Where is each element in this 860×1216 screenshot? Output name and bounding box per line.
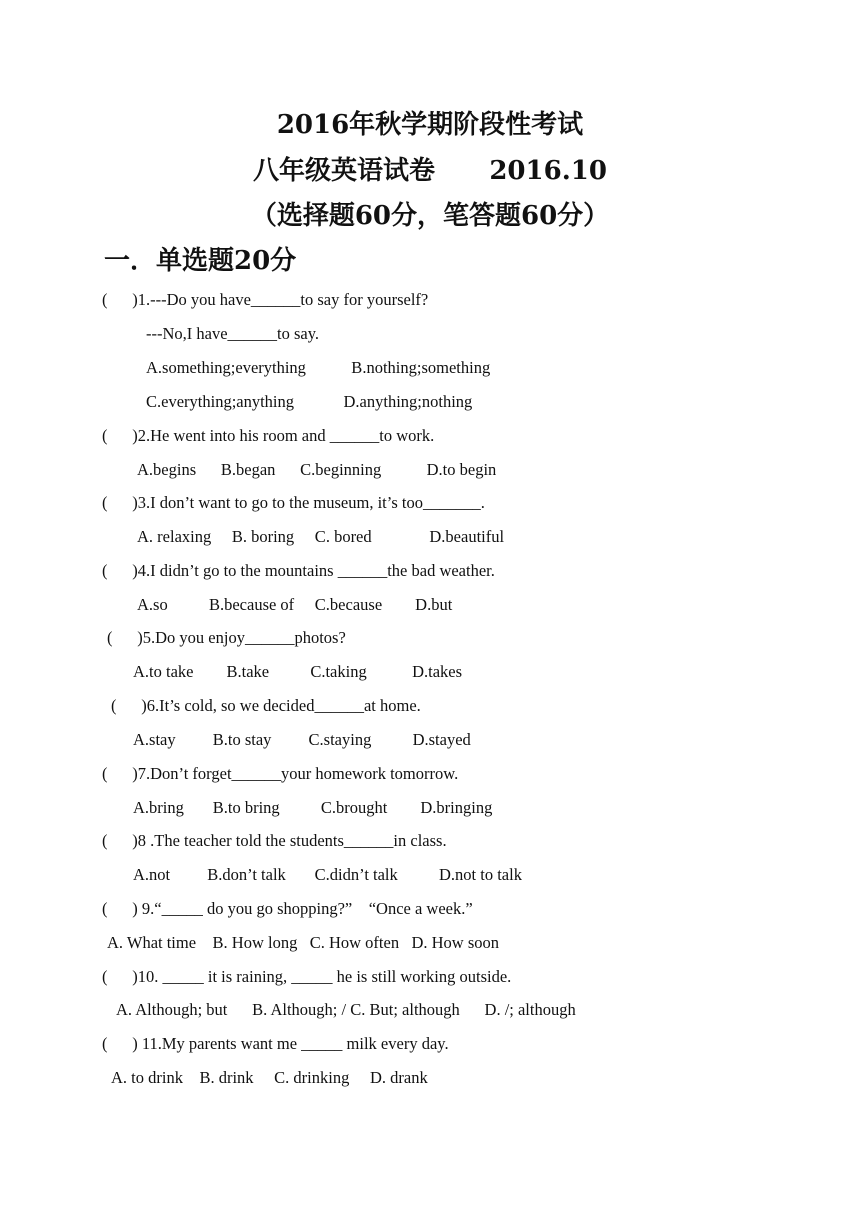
question-1-options-c-d: C.everything;anything D.anything;nothing bbox=[146, 392, 473, 411]
question-9-stem: ( ) 9.“_____ do you go shopping?” “Once a week.” bbox=[102, 899, 473, 918]
section-heading: 一．单选题20分 bbox=[104, 246, 297, 276]
question-8-options: A.not B.don’t talk C.didn’t talk D.not to talk bbox=[133, 865, 522, 884]
question-10-options: A. Although; but B. Although; / C. But; although D. /; although bbox=[116, 1000, 576, 1019]
question-1-followup: ---No,I have______to say. bbox=[146, 324, 320, 343]
question-5-stem: ( )5.Do you enjoy______photos? bbox=[107, 628, 346, 647]
question-2-options: A.begins B.began C.beginning D.to begin bbox=[137, 460, 497, 479]
question-6-stem: ( )6.It’s cold, so we decided______at home. bbox=[111, 696, 421, 715]
question-4-options: A.so B.because of C.because D.but bbox=[137, 595, 453, 614]
exam-subtitle: 八年级英语试卷 2016.10 bbox=[253, 156, 607, 186]
question-2-stem: ( )2.He went into his room and ______to work. bbox=[102, 426, 435, 445]
question-5-options: A.to take B.take C.taking D.takes bbox=[133, 662, 463, 681]
question-3-stem: ( )3.I don’t want to go to the museum, it’s too_______. bbox=[102, 493, 485, 512]
question-10-stem: ( )10. _____ it is raining, _____ he is still working outside. bbox=[102, 967, 512, 986]
exam-score-note: （选择题60分，笔答题60分） bbox=[250, 201, 610, 231]
question-1-options-a-b: A.something;everything B.nothing;something bbox=[146, 358, 491, 377]
exam-title: 2016年秋学期阶段性考试 bbox=[276, 110, 584, 140]
question-6-options: A.stay B.to stay C.staying D.stayed bbox=[133, 730, 471, 749]
question-3-options: A. relaxing B. boring C. bored D.beautiful bbox=[137, 527, 505, 546]
question-1-stem: ( )1.---Do you have______to say for yourself? bbox=[102, 290, 429, 309]
question-8-stem: ( )8 .The teacher told the students______in class. bbox=[102, 831, 447, 850]
question-11-options: A. to drink B. drink C. drinking D. drank bbox=[111, 1068, 428, 1087]
question-7-stem: ( )7.Don’t forget______your homework tomorrow. bbox=[102, 764, 459, 783]
question-11-stem: ( ) 11.My parents want me _____ milk every day. bbox=[102, 1034, 449, 1053]
question-9-options: A. What time B. How long C. How often D. How soon bbox=[107, 933, 500, 952]
question-7-options: A.bring B.to bring C.brought D.bringing bbox=[133, 798, 493, 817]
question-4-stem: ( )4.I didn’t go to the mountains ______the bad weather. bbox=[102, 561, 495, 580]
